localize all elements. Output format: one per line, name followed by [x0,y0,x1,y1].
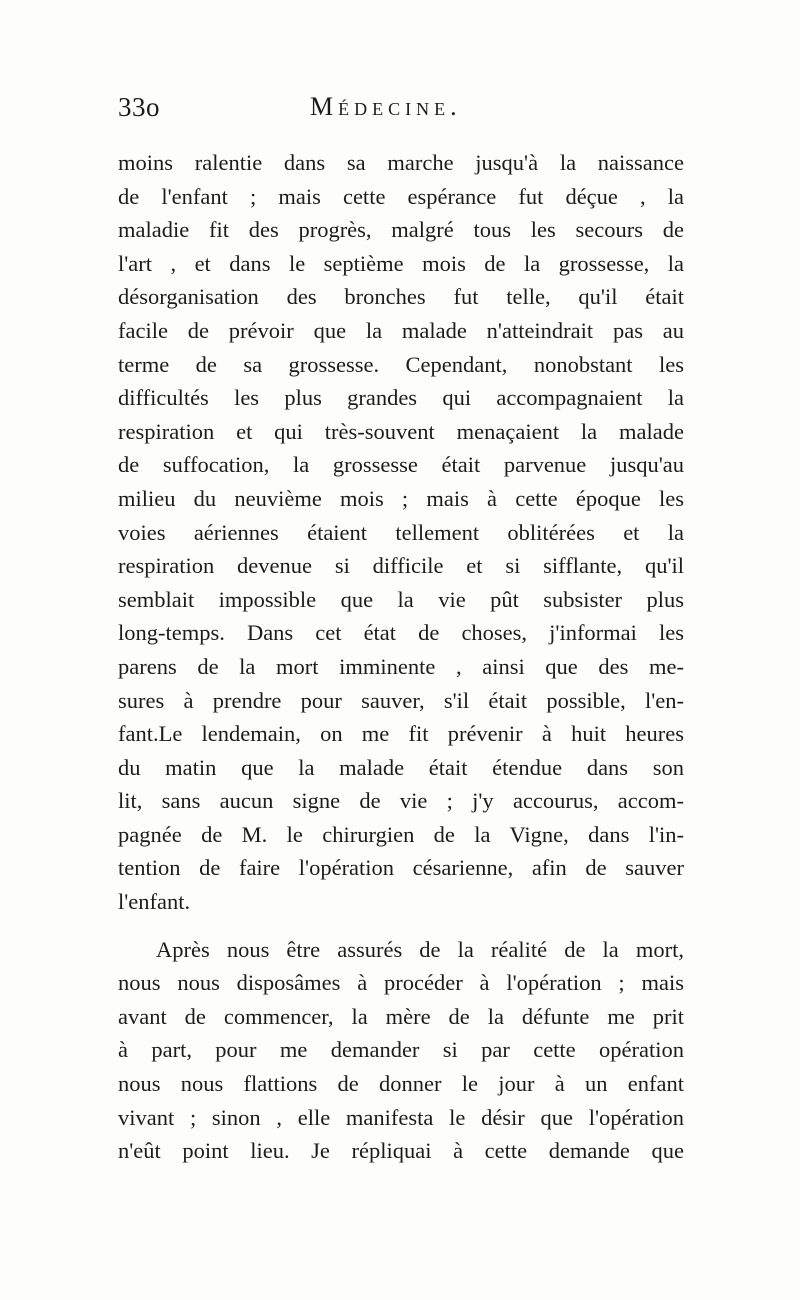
text-line: nous nous disposâmes à procéder à l'opération ; mais [118,970,684,996]
text-line: nous nous flattions de donner le jour à un enfant [118,1071,684,1097]
text-line: à part, pour me demander si par cette opération [118,1037,684,1063]
text-line: tention de faire l'opération césarienne, afin de sauver [118,855,684,881]
page-header [118,92,678,132]
text-line: terme de sa grossesse. Cependant, nonobstant les [118,351,684,377]
text-line: de l'enfant ; mais cette espérance fut déçue , la [118,183,684,209]
text-line: respiration devenue si difficile et si sifflante, qu'il [118,553,684,579]
text-line: pagnée de M. le chirurgien de la Vigne, dans l'in- [118,821,684,847]
text-line: Après nous être assurés de la réalité de la mort, [156,936,684,962]
text-line: long-temps. Dans cet état de choses, j'informai les [118,620,684,646]
text-line: respiration et qui très-souvent menaçaient la malade [118,418,684,444]
text-line: vivant ; sinon , elle manifesta le désir que l'opération [118,1104,684,1130]
text-line: lit, sans aucun signe de vie ; j'y accourus, accom- [118,788,684,814]
text-line: de suffocation, la grossesse était parvenue jusqu'au [118,452,684,478]
text-line: facile de prévoir que la malade n'atteindrait pas au [118,317,684,343]
page-number: 33o [118,92,160,122]
running-title: Médecine. [310,92,462,121]
text-line: voies aériennes étaient tellement oblitérées et la [118,519,684,545]
paragraph-gap [118,919,684,933]
text-line: difficultés les plus grandes qui accompagnaient la [118,385,684,411]
text-line: fant.Le lendemain, on me fit prévenir à huit heures [118,721,684,747]
text-line: parens de la mort imminente , ainsi que des me- [118,653,684,679]
text-line: l'enfant. [118,889,191,915]
text-line: désorganisation des bronches fut telle, qu'il était [118,284,684,310]
text-line: sures à prendre pour sauver, s'il était possible, l'en- [118,687,684,713]
text-line: moins ralentie dans sa marche jusqu'à la naissance [118,150,684,175]
text-line: n'eût point lieu. Je répliquai à cette demande que [118,1138,684,1164]
text-line: maladie fit des progrès, malgré tous les secours de [118,217,684,243]
text-line: du matin que la malade était étendue dans son [118,754,684,780]
body-text [118,146,684,1168]
text-line: milieu du neuvième mois ; mais à cette époque les [118,485,684,511]
text-line: l'art , et dans le septième mois de la grossesse, la [118,250,684,276]
text-line: semblait impossible que la vie pût subsister plus [118,586,684,612]
text-line: avant de commencer, la mère de la défunte me prit [118,1003,684,1029]
